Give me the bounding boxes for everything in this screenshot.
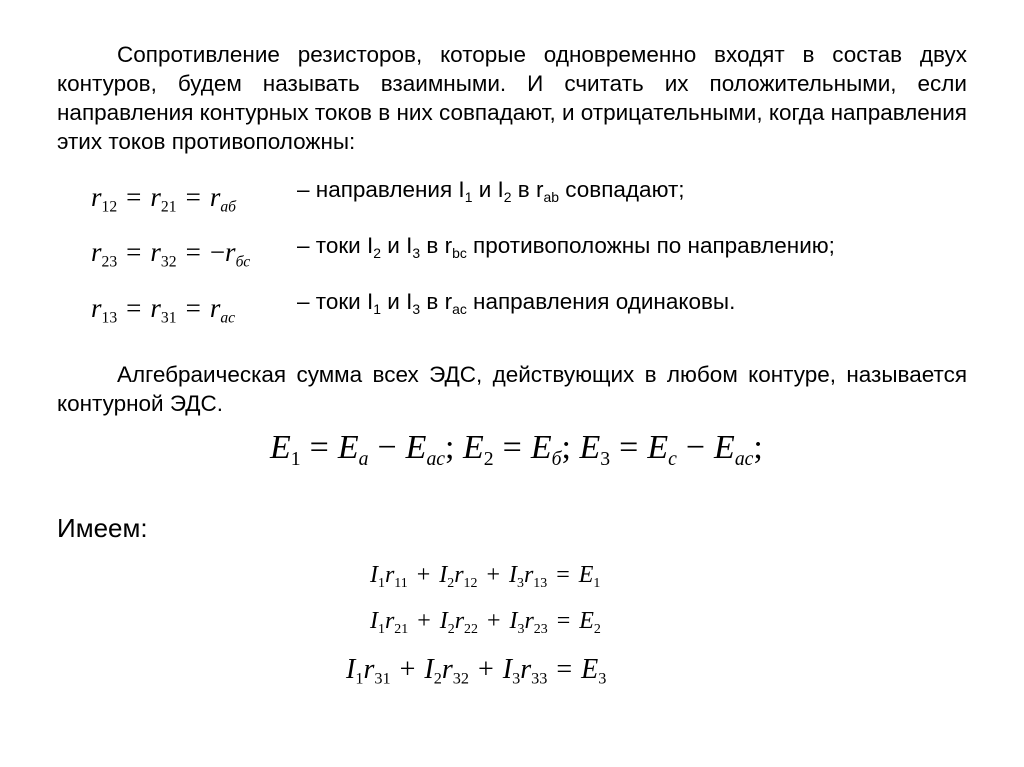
emf-paragraph: Алгебраическая сумма всех ЭДС, действующих в любом контуре, называется контурной ЭДС. [57, 362, 967, 416]
intro-paragraph: Сопротивление резисторов, которые одновременно входят в состав двух контуров, будем называть взаимными. И считать их положительными, если направления контурных токов в них совпадают, и отрицательными, когда направления этих токов противоположны: [57, 42, 967, 154]
equation-row-3: $I_1r_{31} + I_2r_{32} + I_3r_{33} = E_3$ [346, 654, 607, 688]
relation-formula-2: $r_{23} = r_{32} = -r_{бс}$ [91, 237, 251, 271]
relation-description-1: – направления $I_1$ и $I_2$ в $r_{ab}$ совпадают; [297, 177, 685, 205]
emf-formula: $E_1 = E_а - E_{ас}$; $E_2 = E_б$; $E_3 = E_с - E_{ас}$; [270, 429, 763, 470]
heading-imeem: Имеем: [57, 513, 148, 543]
equation-row-1: $I_1r_{11} + I_2r_{12} + I_3r_{13} = E_1$ [370, 562, 601, 591]
relation-description-2: – токи $I_2$ и $I_3$ в $r_{bc}$ противоположны по направлению; [297, 233, 835, 261]
relation-formula-3: $r_{13} = r_{31} = r_{ас}$ [91, 293, 236, 327]
relation-formula-1: $r_{12} = r_{21} = r_{аб}$ [91, 182, 237, 216]
equation-row-2: $I_1r_{21} + I_2r_{22} + I_3r_{23} = E_2$ [370, 608, 601, 637]
relation-description-3: – токи $I_1$ и $I_3$ в $r_{ac}$ направления одинаковы. [297, 289, 736, 317]
